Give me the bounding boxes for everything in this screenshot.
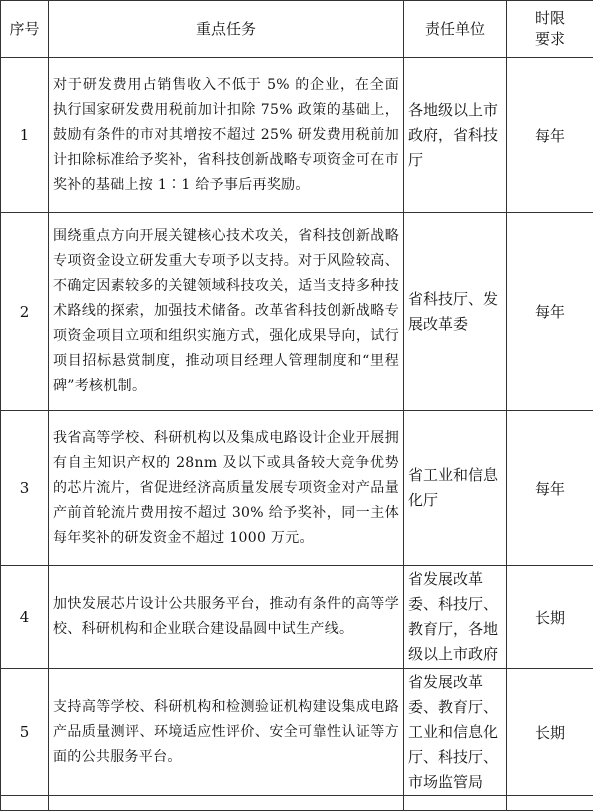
- row-limit: 每年: [507, 58, 593, 213]
- row-task: 对于研发费用占销售收入不低于 5% 的企业，在全面执行国家研发费用税前加计扣除 75% 政策的基础上，鼓励有条件的市对其增按不超过 25% 研发费用税前加计扣除标准给予奖补，省科技创新战略专项资金可在市奖补的基础上按 1∶1 给予事后再奖励。: [49, 58, 404, 213]
- table-row: [1, 58, 593, 213]
- row-task: 我省高等学校、科研机构以及集成电路设计企业开展拥有自主知识产权的 28nm 及以下或具备较大竞争优势的芯片流片，省促进经济高质量发展专项资金对产品量产前首轮流片费用按不超过 30% 给予奖补，同一主体每年奖补的研发资金不超过 1000 万元。: [49, 411, 404, 566]
- header-limit: [507, 1, 593, 58]
- row-limit: 长期: [507, 669, 593, 796]
- header-seq: 序号: [1, 1, 49, 58]
- table-row: [1, 669, 593, 796]
- row-seq: 2: [1, 213, 49, 411]
- table-row: [1, 411, 593, 566]
- row-unit: 省发展改革委、教育厅、工业和信息化厅、科技厅、市场监管局: [404, 669, 507, 796]
- row-task: 支持高等学校、科研机构和检测验证机构建设集成电路产品质量测评、环境适应性评价、安全可靠性认证等方面的公共服务平台。: [49, 669, 404, 796]
- row-limit: 长期: [507, 566, 593, 669]
- row-task: [49, 796, 404, 811]
- header-unit: 责任单位: [404, 1, 507, 58]
- row-unit: 省科技厅、发展改革委: [404, 213, 507, 411]
- row-unit: [404, 796, 507, 811]
- table-header-row: [1, 1, 593, 58]
- row-limit: 每年: [507, 213, 593, 411]
- row-limit: [507, 796, 593, 811]
- row-seq: 5: [1, 669, 49, 796]
- row-limit: 每年: [507, 411, 593, 566]
- header-task: 重点任务: [49, 1, 404, 58]
- table-row-continued: [1, 796, 593, 811]
- table-row: [1, 566, 593, 669]
- row-seq: 1: [1, 58, 49, 213]
- header-limit-line2: 要求: [511, 29, 589, 50]
- row-unit: 省工业和信息化厅: [404, 411, 507, 566]
- row-task: 围绕重点方向开展关键核心技术攻关，省科技创新战略专项资金设立研发重大专项予以支持。对于风险较高、不确定因素较多的关键领域科技攻关，适当支持多种技术路线的探索，加强技术储备。改革省科技创新战略专项资金项目立项和组织实施方式，强化成果导向，试行项目招标悬赏制度，推动项目经理人管理制度和“里程碑”考核机制。: [49, 213, 404, 411]
- row-seq: 4: [1, 566, 49, 669]
- header-limit-line1: 时限: [511, 8, 589, 29]
- table-row: [1, 213, 593, 411]
- row-seq: 3: [1, 411, 49, 566]
- row-seq: [1, 796, 49, 811]
- row-unit: 省发展改革委、科技厅、教育厅，各地级以上市政府: [404, 566, 507, 669]
- row-unit: 各地级以上市政府，省科技厅: [404, 58, 507, 213]
- row-task: 加快发展芯片设计公共服务平台，推动有条件的高等学校、科研机构和企业联合建设晶圆中试生产线。: [49, 566, 404, 669]
